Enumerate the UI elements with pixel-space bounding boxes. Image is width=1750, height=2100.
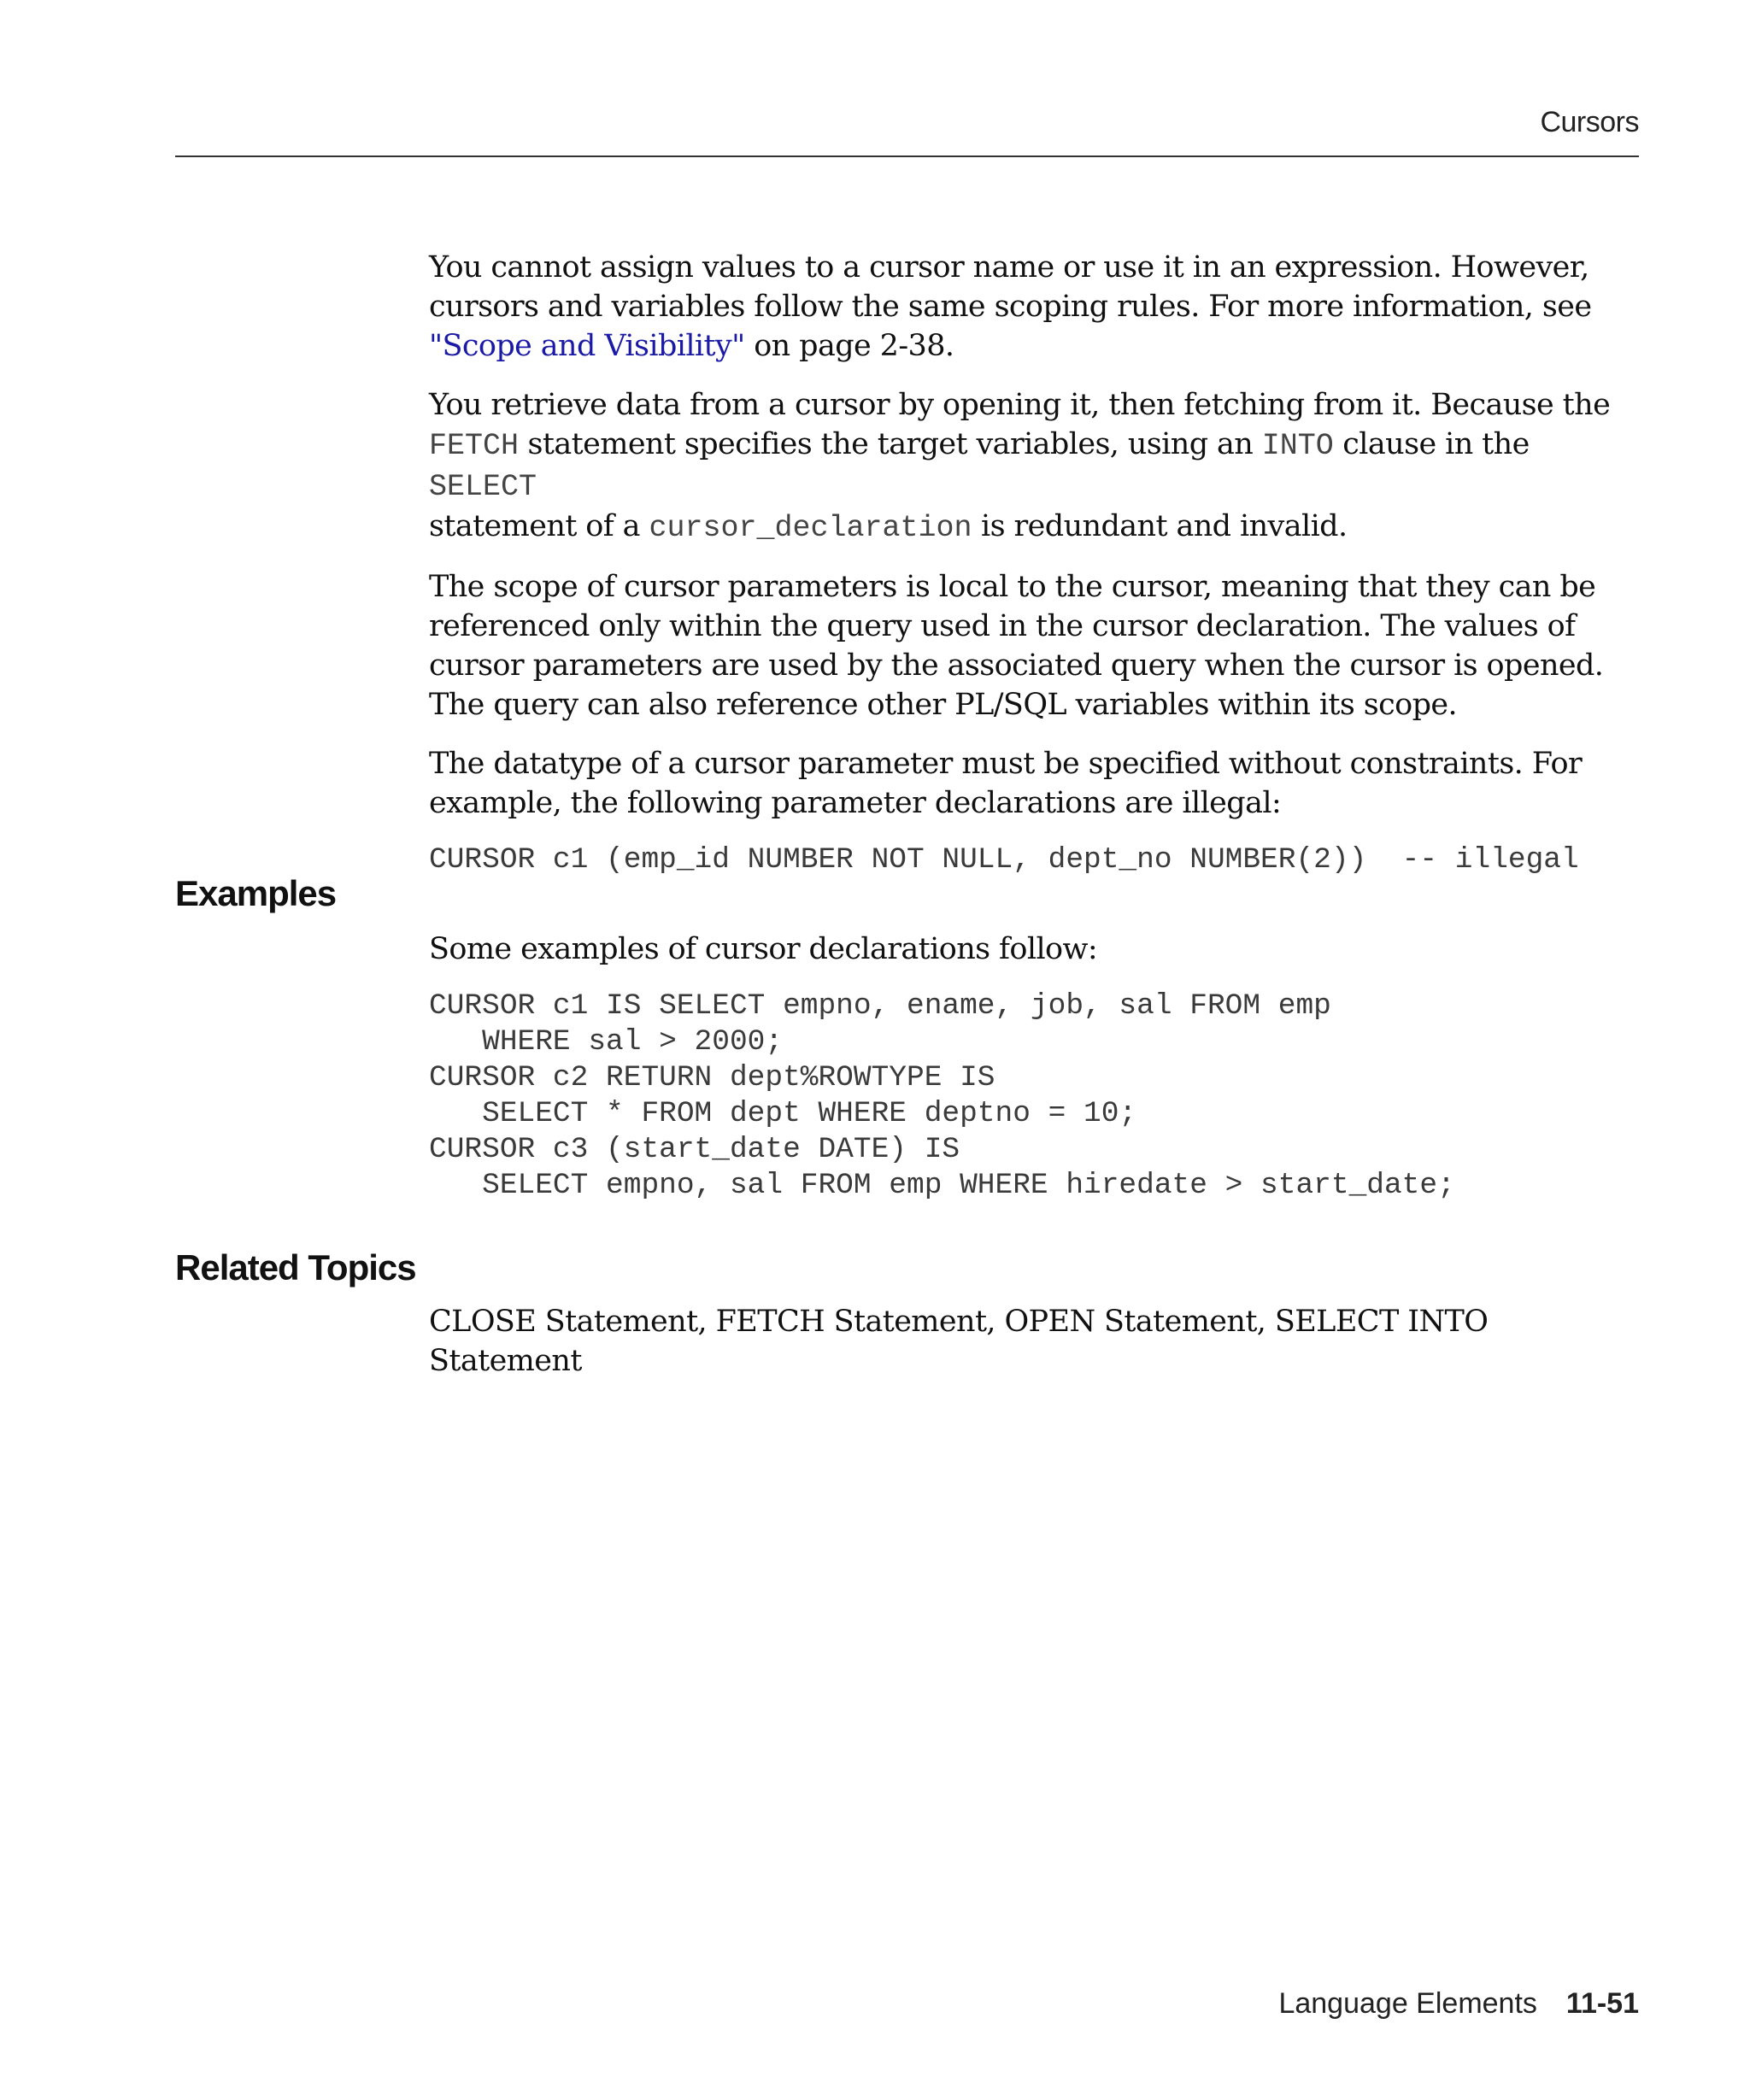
code-illegal-declaration: CURSOR c1 (emp_id NUMBER NOT NULL, dept_no NUMBER(2)) -- illegal bbox=[429, 843, 1579, 877]
paragraph-text: clause in the bbox=[1333, 427, 1530, 461]
paragraph-text: You retrieve data from a cursor by opening it, then fetching from it. Because the bbox=[429, 388, 1611, 422]
inline-code-fetch: FETCH bbox=[429, 429, 520, 463]
paragraph-text: statement specifies the target variables, using an bbox=[519, 427, 1262, 461]
paragraph-text: statement of a bbox=[429, 509, 649, 543]
running-header-title: Cursors bbox=[1540, 106, 1639, 138]
page-footer bbox=[1278, 1987, 1639, 2021]
related-topics-heading: Related Topics bbox=[175, 1247, 416, 1288]
inline-code-select: SELECT bbox=[429, 470, 537, 504]
code-examples: CURSOR c1 IS SELECT empno, ename, job, sal FROM emp WHERE sal > 2000; CURSOR c2 RETURN dept%ROWTYPE IS SELECT * FROM dept WHERE deptno = 10; CURSOR c3 (start_date DATE) IS SELECT empno, sal FROM emp WHERE hiredate > start_date; bbox=[429, 989, 1455, 1202]
paragraph-scope bbox=[429, 248, 1642, 366]
footer-section-title: Language Elements bbox=[1278, 1987, 1537, 2020]
examples-intro: Some examples of cursor declarations follow: bbox=[429, 932, 1098, 966]
inline-code-cursor-declaration: cursor_declaration bbox=[649, 511, 972, 545]
paragraph-datatype: The datatype of a cursor parameter must be specified without constraints. For example, the following parameter declarations are illegal: bbox=[429, 747, 1583, 820]
related-topics-section bbox=[429, 1302, 1642, 1400]
paragraph-fetch bbox=[429, 385, 1642, 548]
header-rule bbox=[175, 155, 1639, 157]
paragraph-text: You cannot assign values to a cursor name or use it in an expression. However, cursors and variables follow the same scoping rules. For more information, see bbox=[429, 250, 1592, 324]
inline-code-into: INTO bbox=[1261, 429, 1334, 463]
examples-section bbox=[429, 930, 1642, 1204]
paragraph-parameter-scope: The scope of cursor parameters is local to the cursor, meaning that they can be referenced only within the query used in the cursor declaration. The values of cursor parameters are used by the associated query when the cursor is opened. The query can also reference other PL/SQL variables within its scope. bbox=[429, 570, 1604, 722]
examples-heading: Examples bbox=[175, 873, 337, 913]
intro-section bbox=[429, 248, 1642, 878]
paragraph-text: is redundant and invalid. bbox=[972, 509, 1348, 543]
related-topics-list: CLOSE Statement, FETCH Statement, OPEN Statement, SELECT INTO Statement bbox=[429, 1305, 1489, 1378]
scope-visibility-link[interactable]: "Scope and Visibility" bbox=[429, 329, 745, 363]
footer-page-number: 11-51 bbox=[1565, 1987, 1639, 2020]
paragraph-text: on page 2-38. bbox=[744, 329, 954, 363]
